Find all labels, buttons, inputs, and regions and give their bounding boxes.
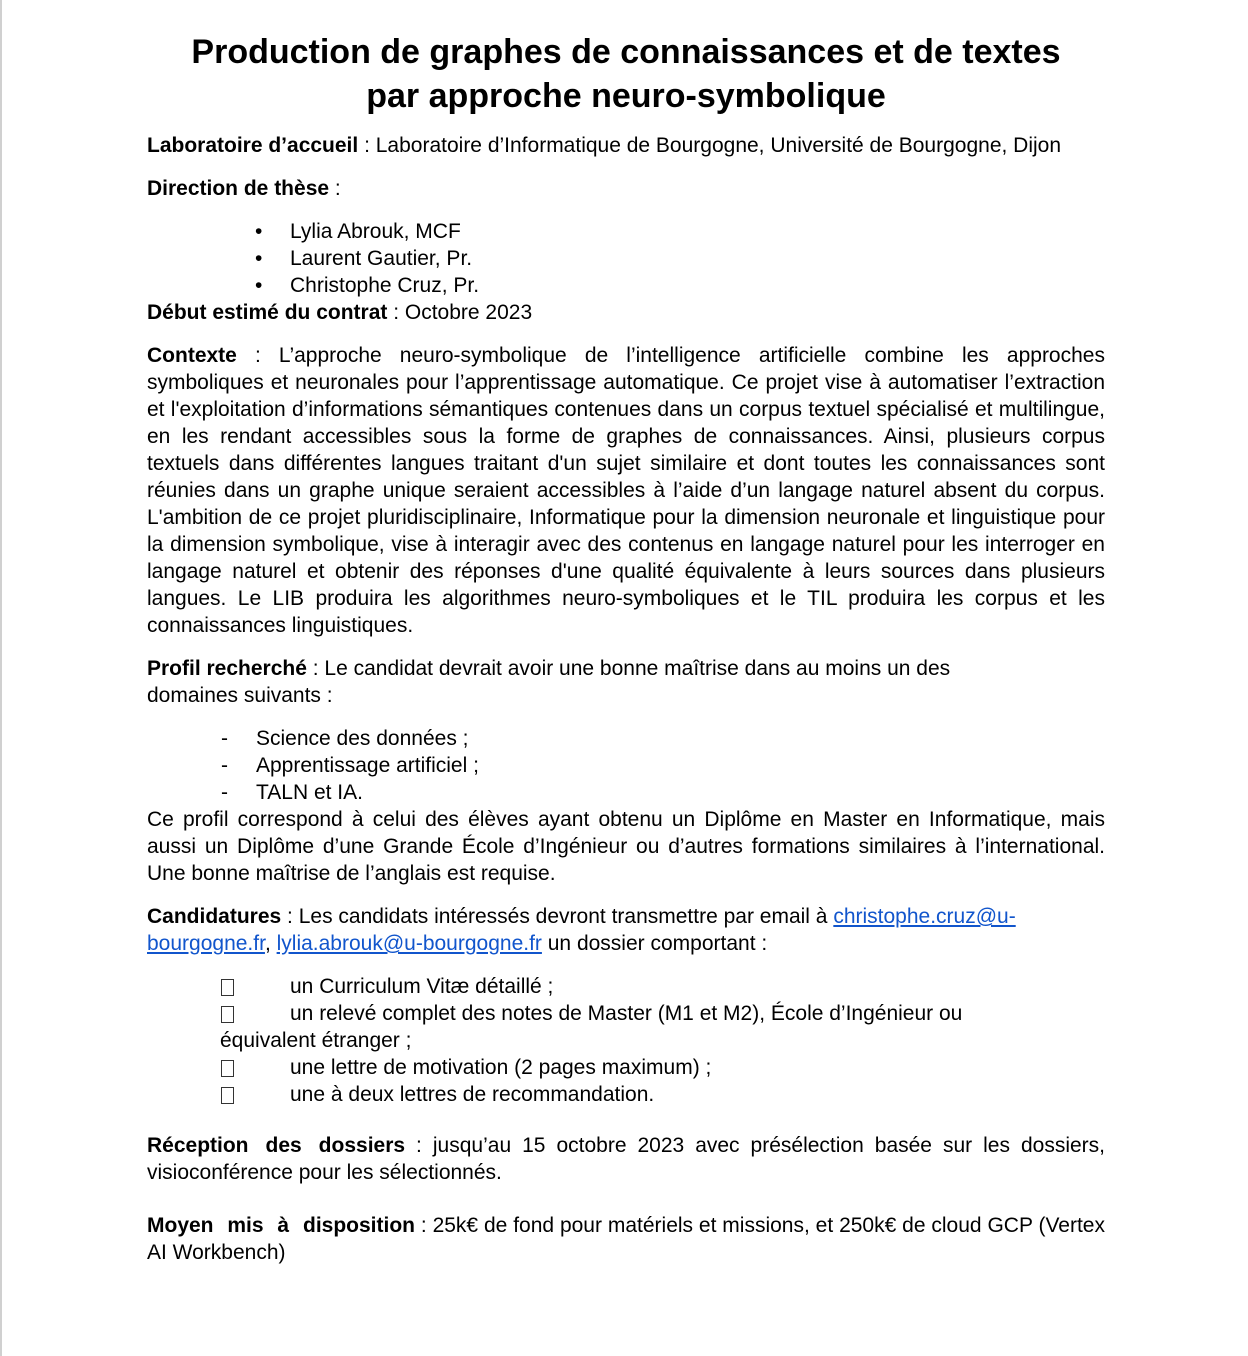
debut-value: Octobre 2023	[404, 301, 533, 324]
profil-outro: Ce profil correspond à celui des élèves ayant obtenu un Diplôme en Master en Informatique, mais aussi un Diplôme d’une Grande École d’Ingénieur ou d’autres formations similaires à l’international. Une bonne maîtrise de l’anglais est requise.	[147, 808, 1105, 885]
direction-label: Direction de thèse	[147, 177, 330, 200]
item-text: Apprentissage artificiel ;	[256, 754, 479, 777]
item-text: une lettre de motivation (2 pages maximum) ;	[290, 1056, 712, 1079]
list-item	[147, 752, 1105, 779]
list-item	[147, 1000, 1105, 1054]
direction-list	[147, 218, 1105, 299]
email-link-abrouk[interactable]: lylia.abrouk@u-bourgogne.fr	[276, 932, 542, 955]
bullet-icon: •	[255, 247, 263, 270]
sep: ,	[264, 932, 277, 955]
laboratoire-label: Laboratoire d’accueil	[147, 134, 359, 157]
missing-glyph-icon	[221, 1006, 234, 1023]
list-item	[147, 1081, 1105, 1108]
moyen-value: 25k€ de fond pour matériels et missions, et 250k€ de cloud GCP (Vertex AI Workbench)	[147, 1214, 1105, 1264]
item-text-continued: équivalent étranger ;	[220, 1029, 412, 1052]
missing-glyph-icon	[221, 1087, 234, 1104]
title-line-2: par approche neuro-symbolique	[366, 77, 886, 115]
item-text: un relevé complet des notes de Master (M1 et M2), École d’Ingénieur ou	[290, 1002, 963, 1025]
profil-list	[147, 725, 1105, 806]
contexte-value: L’approche neuro-symbolique de l’intelligence artificielle combine les approches symboliques et neuronales pour l’apprentissage automatique. Ce projet vise à automatiser l’extraction et l'exploitation d’informations sémantiques contenues dans un corpus textuel spécialisé et multilingue, en les rendant accessibles sous la forme de graphes de connaissances. Ainsi, plusieurs corpus textuels dans différentes langues traitant d'un sujet similaire et dont toutes les connaissances sont réunies dans un graphe unique seraient accessibles à l’aide d’un langage naturel absent du corpus. L'ambition de ce projet pluridisciplinaire, Informatique pour la dimension neuronale et linguistique pour la dimension symbolique, vise à interagir avec des contenus en langage naturel pour les interroger en langage naturel et obtenir des réponses d'une qualité équivalente à leurs sources dans plusieurs langues. Le LIB produira les algorithmes neuro-symboliques et le TIL produira les corpus et les connaissances linguistiques.	[147, 344, 1105, 637]
item-text: TALN et IA.	[256, 781, 363, 804]
missing-glyph-icon	[221, 979, 234, 996]
reception-value: jusqu’au 15 octobre 2023 avec présélection basée sur les dossiers, visioconférence pour les sélectionnés.	[147, 1134, 1105, 1184]
item-text: une à deux lettres de recommandation.	[290, 1083, 655, 1106]
profil-label: Profil recherché	[147, 657, 307, 680]
laboratoire-value: Laboratoire d’Informatique de Bourgogne, Université de Bourgogne, Dijon	[375, 134, 1062, 157]
item-text: Science des données ;	[256, 727, 469, 750]
bullet-icon: •	[255, 274, 263, 297]
list-item	[147, 973, 1105, 1000]
list-item	[147, 218, 1105, 245]
item-text: Lylia Abrouk, MCF	[290, 220, 461, 243]
sep: :	[306, 657, 325, 680]
sep: :	[281, 905, 299, 928]
list-item	[147, 1054, 1105, 1081]
candidatures-paragraph	[147, 903, 1105, 957]
reception-paragraph	[147, 1132, 1105, 1186]
document-title	[127, 30, 1125, 118]
moyen-label: Moyen mis à disposition	[147, 1214, 415, 1237]
item-text: Christophe Cruz, Pr.	[290, 274, 480, 297]
sep: :	[236, 344, 279, 367]
reception-label: Réception des dossiers	[147, 1134, 406, 1157]
dash-icon: -	[221, 754, 228, 777]
bullet-icon: •	[255, 220, 263, 243]
dash-icon: -	[221, 727, 228, 750]
direction-paragraph	[147, 175, 1105, 202]
title-line-1: Production de graphes de connaissances et de textes	[191, 33, 1061, 71]
sep: :	[329, 177, 341, 200]
candidatures-label: Candidatures	[147, 905, 282, 928]
sep: :	[358, 134, 376, 157]
debut-paragraph	[147, 299, 1105, 326]
contexte-label: Contexte	[147, 344, 237, 367]
sep: :	[387, 301, 405, 324]
candidatures-after: un dossier comportant :	[541, 932, 768, 955]
contexte-paragraph	[147, 342, 1105, 639]
list-item	[147, 725, 1105, 752]
profil-paragraph	[147, 655, 1105, 709]
item-text: un Curriculum Vitæ détaillé ;	[290, 975, 554, 998]
laboratoire-paragraph	[147, 132, 1105, 159]
profil-intro: Le candidat devrait avoir une bonne maîtrise dans au moins un des domaines suivants :	[147, 657, 951, 707]
page-left-border	[0, 0, 2, 1356]
document-page	[147, 30, 1105, 1266]
debut-label: Début estimé du contrat	[147, 301, 388, 324]
candidatures-list	[147, 973, 1105, 1108]
list-item	[147, 272, 1105, 299]
moyen-paragraph	[147, 1212, 1105, 1266]
dash-icon: -	[221, 781, 228, 804]
list-item	[147, 245, 1105, 272]
candidatures-intro: Les candidats intéressés devront transmettre par email à	[298, 905, 834, 928]
email-link-cruz[interactable]: christophe.cruz@u-bourgogne.fr	[147, 905, 1016, 955]
item-text: Laurent Gautier, Pr.	[290, 247, 473, 270]
list-item	[147, 779, 1105, 806]
sep: :	[405, 1134, 433, 1157]
missing-glyph-icon	[221, 1060, 234, 1077]
sep: :	[414, 1214, 433, 1237]
